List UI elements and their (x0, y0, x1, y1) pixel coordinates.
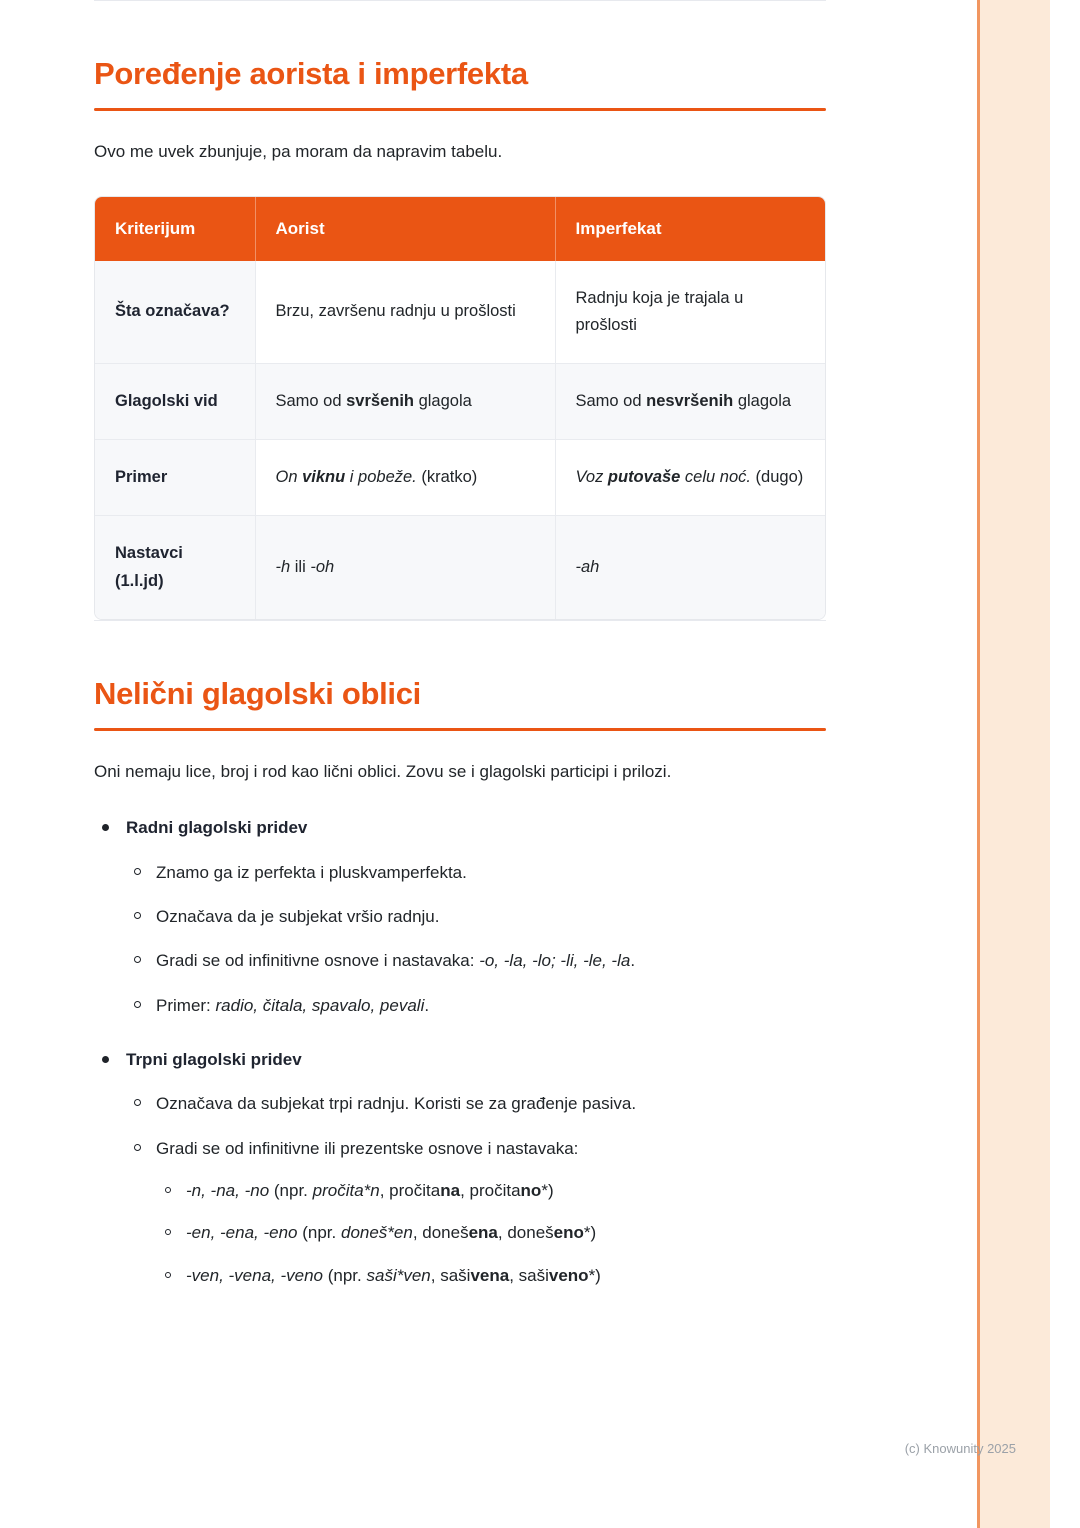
table-cell-imperfekat: Radnju koja je trajala u prošlosti (555, 261, 825, 364)
list-item (94, 1091, 826, 1117)
list-item-text: Gradi se od infinitivne ili prezentske osnove i nastavaka: (156, 1138, 579, 1158)
table-cell-imperfekat: Samo od nesvršenih glagola (555, 363, 825, 439)
section-divider (94, 0, 826, 1)
bullet-icon (102, 1056, 109, 1063)
row-label-glagolski-vid: Glagolski vid (95, 363, 255, 439)
table-header-imperfekat: Imperfekat (555, 197, 825, 261)
list-item-title: Radni glagolski pridev (126, 818, 308, 838)
section-title-poredjenje: Poređenje aorista i imperfekta (94, 56, 528, 91)
table-header-row (95, 197, 825, 261)
circle-bullet-icon (165, 1187, 171, 1193)
circle-bullet-icon (134, 1001, 141, 1008)
footer-credit: (c) Knowunity 2025 (904, 1441, 1016, 1456)
table-row (95, 440, 825, 516)
sidebar-strip (977, 0, 1050, 1528)
table-header-aorist: Aorist (255, 197, 555, 261)
table-cell-aorist: Samo od svršenih glagola (255, 363, 555, 439)
bullet-icon (102, 824, 109, 831)
table-row (95, 261, 825, 364)
list-item-text: Označava da je subjekat vršio radnju. (156, 907, 440, 927)
heading-rule (94, 108, 826, 111)
list-item (94, 1263, 826, 1289)
circle-bullet-icon (134, 1144, 141, 1151)
table-row (95, 363, 825, 439)
circle-bullet-icon (134, 1099, 141, 1106)
list-item-trpni-pridev (94, 1047, 826, 1073)
circle-bullet-icon (165, 1272, 171, 1278)
circle-bullet-icon (165, 1229, 171, 1235)
row-label-primer: Primer (95, 440, 255, 516)
list-item-text: -n, -na, -no (npr. pročita*n, pročitana, pročitano*) (186, 1181, 554, 1201)
row-label-sta-oznacava: Šta označava? (95, 261, 255, 364)
list-item (94, 948, 826, 974)
row-label-nastavci: Nastavci (1.l.jd) (95, 516, 255, 619)
section-divider (94, 620, 826, 621)
table-cell-aorist: -h ili -oh (255, 516, 555, 619)
circle-bullet-icon (134, 912, 141, 919)
circle-bullet-icon (134, 956, 141, 963)
list-item-text: Znamo ga iz perfekta i pluskvamperfekta. (156, 862, 467, 882)
intro-paragraph-aorist: Ovo me uvek zbunjuje, pa moram da napravim tabelu. (94, 142, 503, 162)
list-item (94, 1220, 826, 1246)
list-item-text: Primer: radio, čitala, spavalo, pevali. (156, 995, 430, 1015)
intro-paragraph-nelicni: Oni nemaju lice, broj i rod kao lični oblici. Zovu se i glagolski participi i prilozi. (94, 762, 672, 782)
table-cell-imperfekat: Voz putovaše celu noć. (dugo) (555, 440, 825, 516)
list-item-text: Gradi se od infinitivne osnove i nastavaka: -o, -la, -lo; -li, -le, -la. (156, 951, 636, 971)
list-item (94, 904, 826, 930)
list-item-text: -ven, -vena, -veno (npr. saši*ven, sašivena, sašiveno*) (186, 1265, 601, 1285)
heading-rule (94, 728, 826, 731)
table-header-kriterijum: Kriterijum (95, 197, 255, 261)
table-cell-aorist: On viknu i pobeže. (kratko) (255, 440, 555, 516)
table-row (95, 516, 825, 619)
table-cell-imperfekat: -ah (555, 516, 825, 619)
list-item (94, 860, 826, 886)
page-content (94, 0, 826, 1289)
list-item-title: Trpni glagolski pridev (126, 1050, 302, 1070)
list-item-radni-pridev (94, 815, 826, 841)
comparison-table (94, 196, 826, 620)
section-title-nelicni: Nelični glagolski oblici (94, 675, 421, 711)
list-item-text: -en, -ena, -eno (npr. doneš*en, donešena, donešeno*) (186, 1223, 597, 1243)
nelicni-list (94, 815, 826, 1289)
list-item (94, 993, 826, 1019)
list-item-text: Označava da subjekat trpi radnju. Koristi se za građenje pasiva. (156, 1094, 637, 1114)
circle-bullet-icon (134, 868, 141, 875)
table-cell-aorist: Brzu, završenu radnju u prošlosti (255, 261, 555, 364)
list-item (94, 1136, 826, 1162)
list-item (94, 1178, 826, 1204)
